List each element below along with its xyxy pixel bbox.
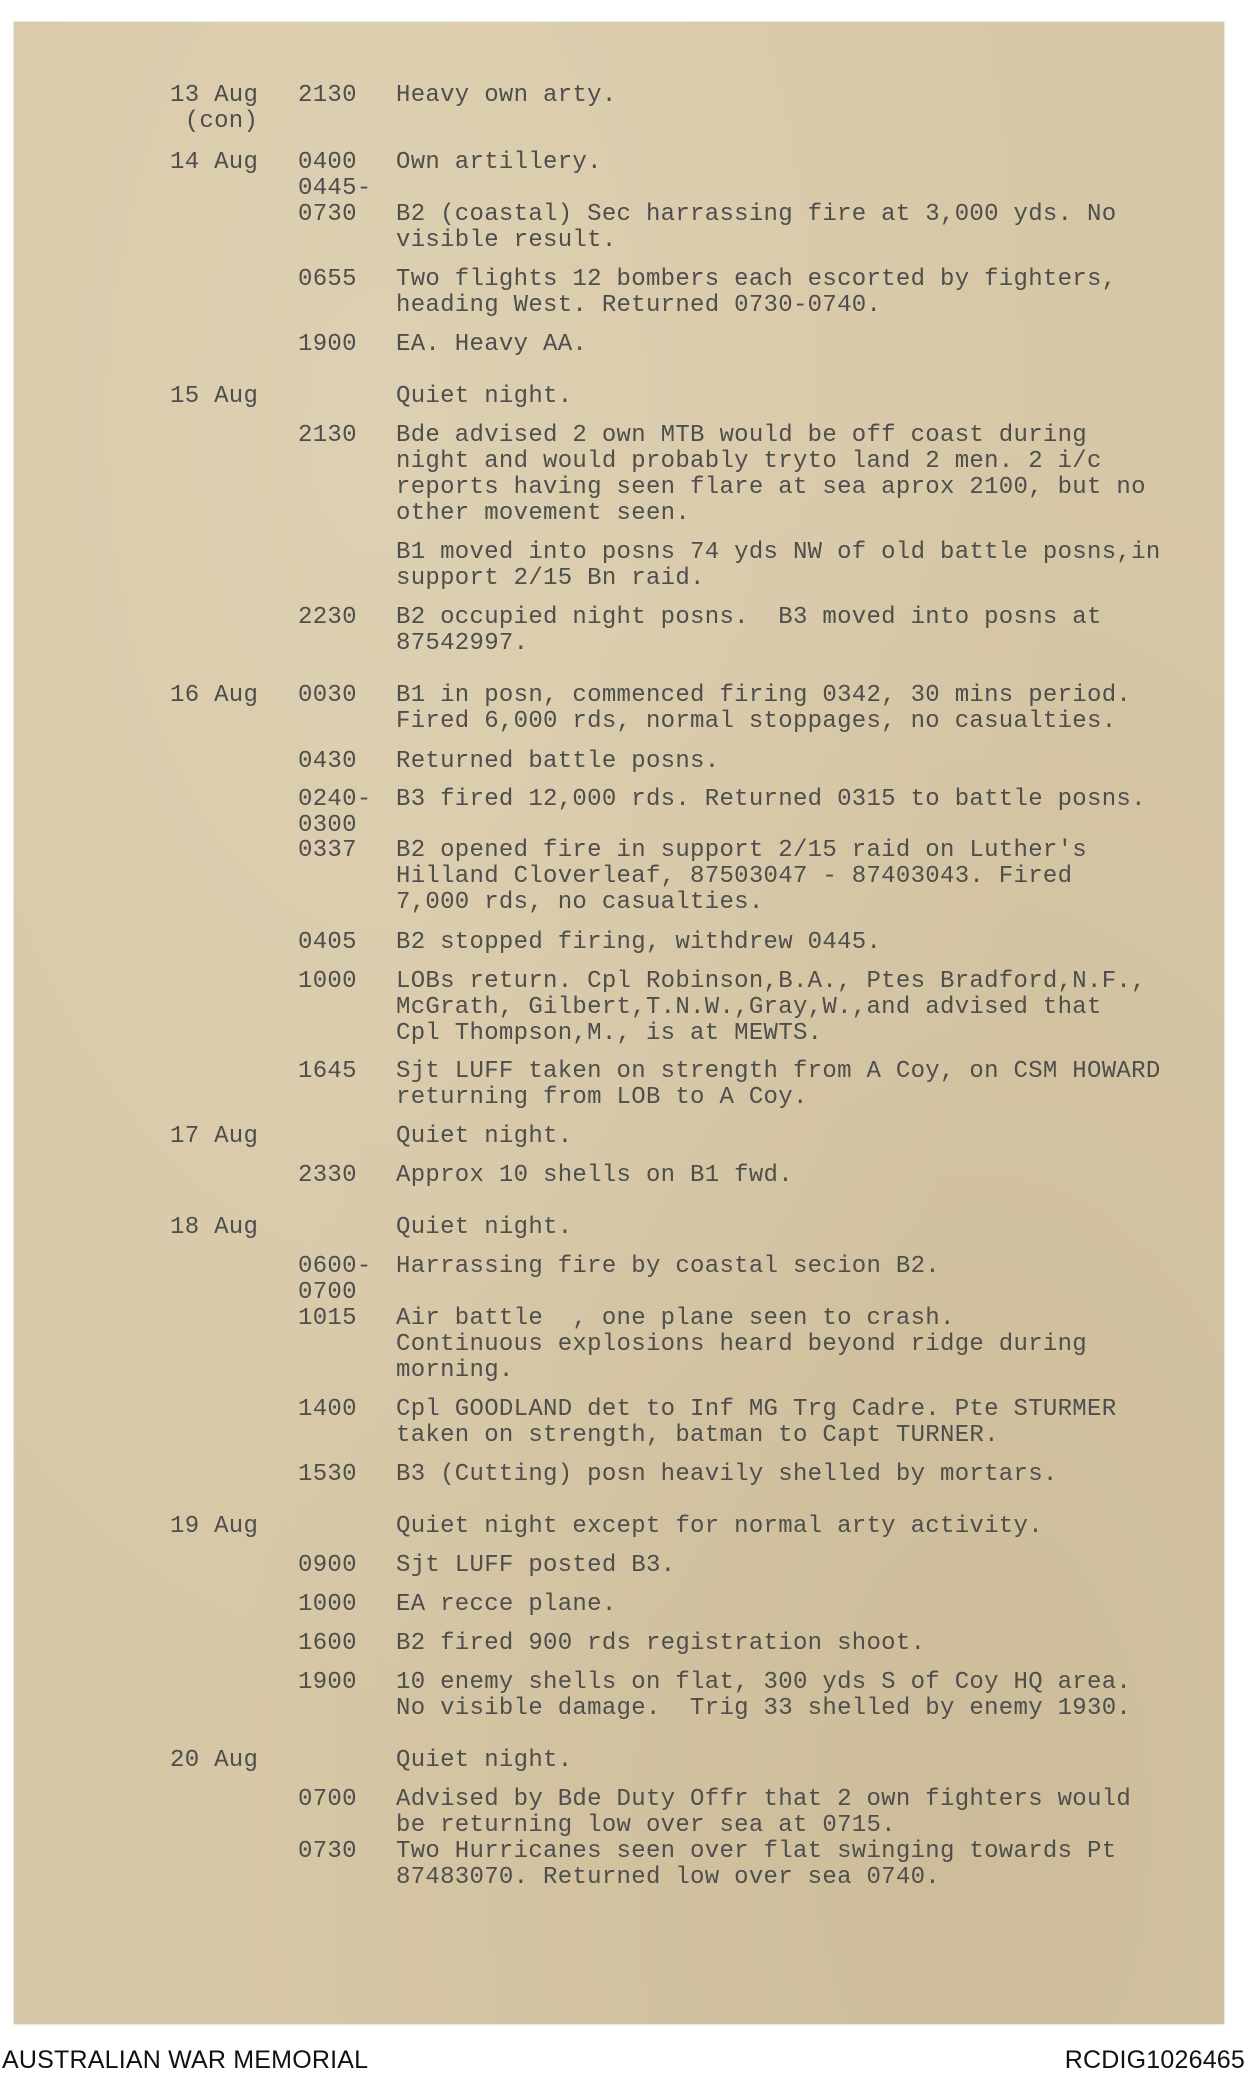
entry-date: 14 Aug — [170, 149, 259, 176]
entry-time: 1400 — [298, 1396, 357, 1423]
entry-time: 1645 — [298, 1058, 357, 1085]
entry-time: 2130 — [298, 82, 357, 109]
entry-text: LOBs return. Cpl Robinson,B.A., Ptes Bradford,N.F., McGrath, Gilbert,T.N.W.,Gray,W.,and advised that Cpl Thompson,M., is at MEWTS. — [396, 968, 1146, 1047]
entry-text: B2 opened fire in support 2/15 raid on Luther's Hilland Cloverleaf, 87503047 - 87403043. Fired 7,000 rds, no casualties. — [396, 837, 1088, 916]
entry-time: 0900 — [298, 1552, 357, 1579]
entry-text: B2 (coastal) Sec harrassing fire at 3,000 yds. No visible result. — [396, 201, 1117, 254]
entry-time: 0430 — [298, 748, 357, 775]
entry-time: 0730 — [298, 1838, 357, 1865]
entry-text: Bde advised 2 own MTB would be off coast during night and would probably tryto land 2 men. 2 i/c reports having seen flare at sea aprox 2100, but no other movement seen. — [396, 422, 1146, 527]
entry-date: 19 Aug — [170, 1513, 259, 1540]
entry-text: B3 (Cutting) posn heavily shelled by mortars. — [396, 1461, 1058, 1488]
entry-text: Returned battle posns. — [396, 748, 720, 775]
entry-text: Quiet night except for normal arty activity. — [396, 1513, 1043, 1540]
entry-date: 18 Aug — [170, 1214, 259, 1241]
entry-date: 13 Aug (con) — [170, 82, 259, 135]
entry-time: 0400 — [298, 149, 357, 176]
entry-time: 1900 — [298, 331, 357, 358]
entry-time: 0600- 0700 — [298, 1253, 372, 1306]
entry-text: B1 in posn, commenced firing 0342, 30 mins period. Fired 6,000 rds, normal stoppages, no casualties. — [396, 682, 1132, 735]
entry-time: 0405 — [298, 929, 357, 956]
entry-text: Sjt LUFF taken on strength from A Coy, on CSM HOWARD returning from LOB to A Coy. — [396, 1058, 1161, 1111]
entry-time: 1530 — [298, 1461, 357, 1488]
entry-text: B2 stopped firing, withdrew 0445. — [396, 929, 882, 956]
entry-text: Sjt LUFF posted B3. — [396, 1552, 676, 1579]
entry-time: 1600 — [298, 1630, 357, 1657]
entry-date: 16 Aug — [170, 682, 259, 709]
entry-text: Quiet night. — [396, 383, 573, 410]
entry-date: 15 Aug — [170, 383, 259, 410]
entry-text: Approx 10 shells on B1 fwd. — [396, 1162, 793, 1189]
entry-time: 1000 — [298, 1591, 357, 1618]
entry-time: 0655 — [298, 266, 357, 293]
entry-text: EA recce plane. — [396, 1591, 617, 1618]
entry-date: 17 Aug — [170, 1123, 259, 1150]
entry-text: Cpl GOODLAND det to Inf MG Trg Cadre. Pte STURMER taken on strength, batman to Capt TURNER. — [396, 1396, 1117, 1449]
archive-credit: AUSTRALIAN WAR MEMORIAL — [2, 2046, 369, 2074]
entry-text: B1 moved into posns 74 yds NW of old battle posns,in support 2/15 Bn raid. — [396, 539, 1161, 592]
entry-time: 2330 — [298, 1162, 357, 1189]
entry-text: B3 fired 12,000 rds. Returned 0315 to battle posns. — [396, 786, 1146, 813]
entry-text: Two Hurricanes seen over flat swinging towards Pt 87483070. Returned low over sea 0740. — [396, 1838, 1117, 1891]
entry-time: 0700 — [298, 1786, 357, 1813]
entry-text: Advised by Bde Duty Offr that 2 own fighters would be returning low over sea at 0715. — [396, 1786, 1132, 1839]
entry-text: B2 fired 900 rds registration shoot. — [396, 1630, 926, 1657]
entry-time: 2130 — [298, 422, 357, 449]
entry-text: Quiet night. — [396, 1214, 573, 1241]
entry-text: Two flights 12 bombers each escorted by fighters, heading West. Returned 0730-0740. — [396, 266, 1117, 319]
entry-time: 0240- 0300 — [298, 786, 372, 839]
entry-time: 0030 — [298, 682, 357, 709]
entry-time: 1900 — [298, 1669, 357, 1696]
entry-date: 20 Aug — [170, 1747, 259, 1774]
entry-text: 10 enemy shells on flat, 300 yds S of Coy HQ area. No visible damage. Trig 33 shelled by enemy 1930. — [396, 1669, 1132, 1722]
entry-text: B2 occupied night posns. B3 moved into posns at 87542997. — [396, 604, 1102, 657]
entry-time: 0445- 0730 — [298, 175, 372, 228]
record-identifier: RCDIG1026465 — [1064, 2046, 1245, 2074]
entry-text: EA. Heavy AA. — [396, 331, 588, 358]
entry-time: 0337 — [298, 837, 357, 864]
entry-text: Harrassing fire by coastal secion B2. — [396, 1253, 940, 1280]
entry-text: Air battle , one plane seen to crash. Continuous explosions heard beyond ridge during morning. — [396, 1305, 1088, 1384]
entry-text: Quiet night. — [396, 1123, 573, 1150]
entry-text: Quiet night. — [396, 1747, 573, 1774]
entry-time: 1000 — [298, 968, 357, 995]
entry-time: 2230 — [298, 604, 357, 631]
entry-text: Own artillery. — [396, 149, 602, 176]
entry-time: 1015 — [298, 1305, 357, 1332]
entry-text: Heavy own arty. — [396, 82, 617, 109]
